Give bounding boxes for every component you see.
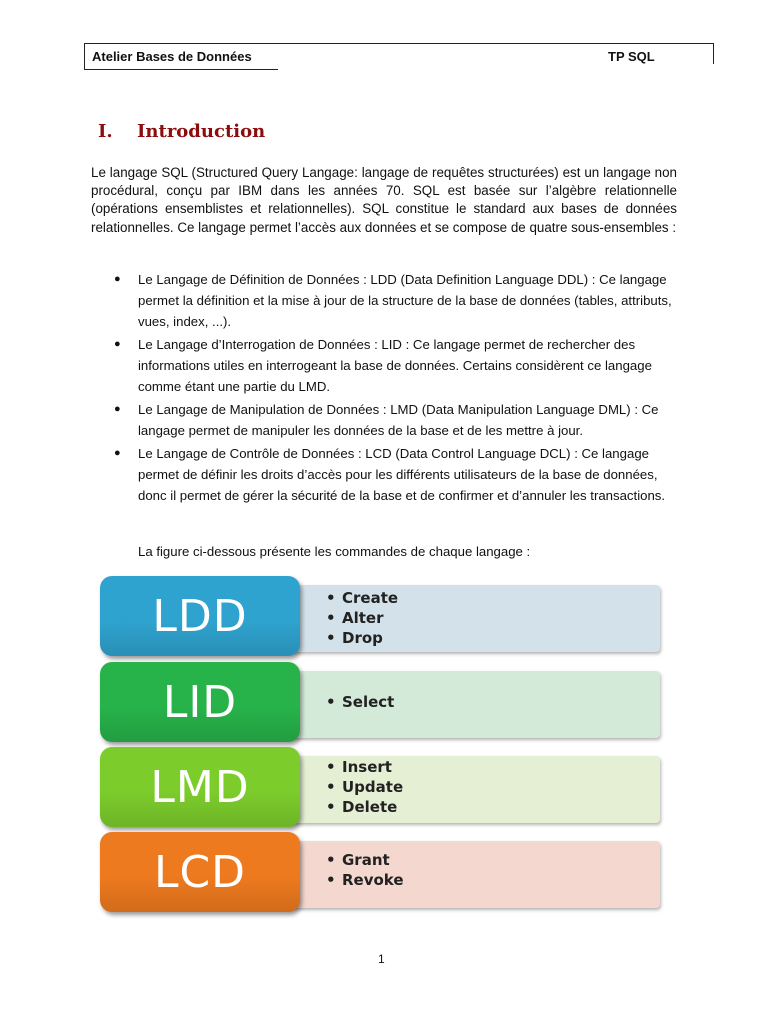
list-item-text: Le Langage de Définition de Données : LDD (Data Definition Language DDL) : Ce langage permet la définition et la mise à jour de la structure de la base de données (tables, attributs, vues, index, ...). (138, 272, 672, 329)
section-number: I. (98, 121, 113, 142)
command-item: • Drop (326, 628, 398, 648)
figure-row-lid (100, 662, 660, 742)
list-item (110, 399, 682, 441)
language-list (110, 269, 682, 508)
figure-row-lcd (100, 832, 660, 912)
language-label: LMD (100, 747, 300, 827)
bullet-icon: ● (114, 273, 121, 285)
tp-label: TP SQL (608, 49, 655, 64)
intro-text: Le langage SQL (Structured Query Langage: langage de requêtes structurées) est un langage non procédural, conçu par IBM dans les années 70. SQL est basée sur l’algèbre relationnelle (opérations ensemblistes et relationnelles). SQL constitue le standard aux bases de données relationnelles. Ce langage permet l’accès aux données et se compose de quatre sous-ensembles : (91, 165, 677, 235)
command-item: • Create (326, 588, 398, 608)
list-item-text: Le Langage de Contrôle de Données : LCD (Data Control Language DCL) : Ce langage permet de définir les droits d’accès pour les différents utilisateurs de la base de données, donc il permet de gérer la sécurité de la base et de confirmer et d’annuler les transactions. (138, 446, 666, 503)
list-item (110, 443, 682, 506)
page-number: 1 (378, 952, 385, 966)
intro-paragraph (91, 164, 677, 237)
command-item: • Alter (326, 608, 398, 628)
list-item-text: Le Langage d’Interrogation de Données : LID : Ce langage permet de rechercher des informations utiles en interrogeant la base de données. Certains considèrent ce langage comme étant une partie du LMD. (138, 337, 652, 394)
figure-row-ldd (100, 576, 660, 656)
figure-row-lmd (100, 747, 660, 827)
command-item: • Update (326, 777, 403, 797)
command-item: • Select (326, 692, 394, 712)
header-gap (278, 64, 715, 70)
command-list (326, 757, 403, 817)
figure-caption: La figure ci-dessous présente les commandes de chaque langage : (138, 544, 531, 559)
course-title: Atelier Bases de Données (92, 49, 252, 64)
command-item: • Delete (326, 797, 403, 817)
language-label: LID (100, 662, 300, 742)
section-heading (98, 121, 265, 142)
list-item-text: Le Langage de Manipulation de Données : LMD (Data Manipulation Language DML) : Ce langage permet de manipuler les données de la base et de les mettre à jour. (138, 402, 659, 438)
sql-commands-figure (100, 576, 660, 916)
command-list (326, 850, 404, 890)
bullet-icon: ● (114, 447, 121, 459)
command-item: • Insert (326, 757, 403, 777)
bullet-icon: ● (114, 338, 121, 350)
page-header (84, 43, 714, 70)
language-label: LDD (100, 576, 300, 656)
bullet-icon: ● (114, 403, 121, 415)
command-item: • Grant (326, 850, 404, 870)
language-label: LCD (100, 832, 300, 912)
section-title: Introduction (137, 121, 266, 142)
list-item (110, 269, 682, 332)
list-item (110, 334, 682, 397)
command-list (326, 588, 398, 648)
command-list (326, 692, 394, 712)
command-item: • Revoke (326, 870, 404, 890)
